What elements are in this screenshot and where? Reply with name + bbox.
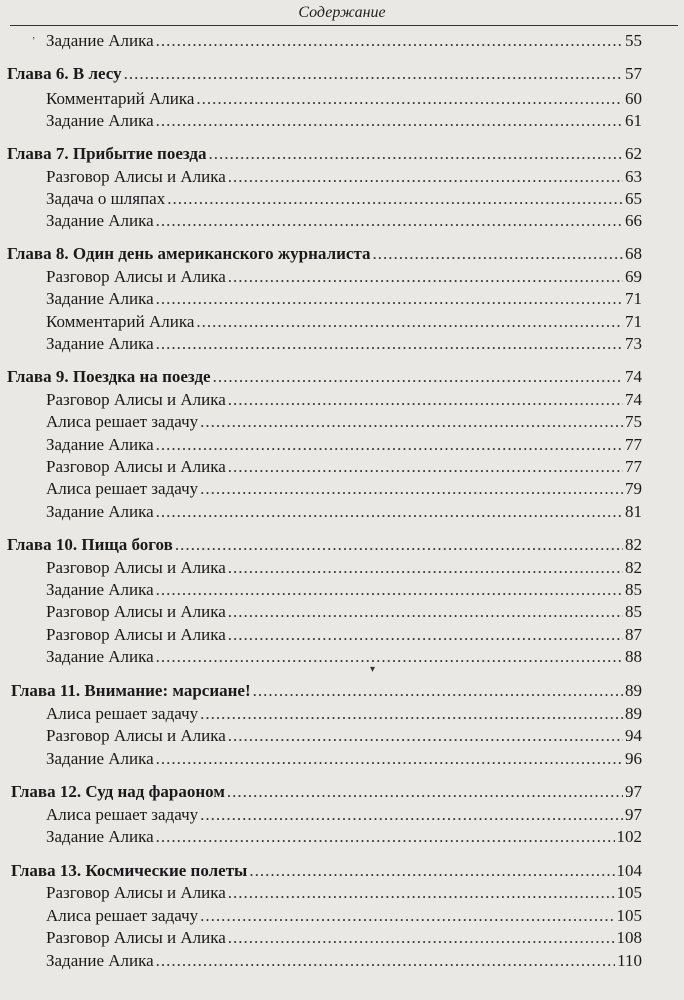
dot-leader <box>228 624 623 646</box>
dot-leader <box>213 366 623 388</box>
toc-entry-title: Задание Алика <box>46 827 154 846</box>
header-rule <box>10 25 678 26</box>
toc-chapter-entry[interactable] <box>7 63 642 85</box>
toc-entry-title: Задание Алика <box>46 435 154 454</box>
toc-page-number: 55 <box>625 31 642 50</box>
toc-entry-title: Задача о шляпах <box>46 189 166 208</box>
toc-section-entry[interactable] <box>46 411 642 433</box>
toc-chapter-entry[interactable] <box>11 781 642 803</box>
toc-section-entry[interactable] <box>46 624 642 646</box>
dot-leader <box>373 243 623 265</box>
toc-entry-title: Алиса решает задачу <box>46 479 199 498</box>
toc-chapter-entry[interactable] <box>7 534 642 556</box>
dot-leader <box>200 411 623 433</box>
toc-section-entry[interactable] <box>46 646 642 668</box>
dot-leader <box>156 288 623 310</box>
toc-section-entry[interactable] <box>46 456 642 478</box>
toc-page-number: 85 <box>625 602 642 621</box>
toc-page-number: 82 <box>625 558 642 577</box>
toc-page-number: 68 <box>625 244 642 263</box>
toc-entry-title: Разговор Алисы и Алика <box>46 457 226 476</box>
toc-section-entry[interactable] <box>46 725 642 747</box>
dot-leader <box>156 579 623 601</box>
toc-section-entry[interactable] <box>46 478 642 500</box>
toc-page-number: 89 <box>625 704 642 723</box>
dot-leader <box>156 110 623 132</box>
dot-leader <box>228 927 615 949</box>
toc-entry-title: Алиса решает задачу <box>46 704 199 723</box>
dot-leader <box>196 311 623 333</box>
toc-page-number: 61 <box>625 111 642 130</box>
toc-entry-title: Задание Алика <box>46 31 154 50</box>
toc-chapter-entry[interactable] <box>7 366 642 388</box>
toc-page-number: 81 <box>625 502 642 521</box>
toc-page-number: 77 <box>625 435 642 454</box>
toc-page-number: 77 <box>625 457 642 476</box>
toc-entry-title: Разговор Алисы и Алика <box>46 602 226 621</box>
dot-leader <box>253 680 623 702</box>
toc-section-entry[interactable] <box>46 501 642 523</box>
toc-section-entry[interactable] <box>46 333 642 355</box>
toc-section-entry[interactable] <box>46 288 642 310</box>
toc-entry-title: Разговор Алисы и Алика <box>46 883 226 902</box>
toc-page-number: 71 <box>625 289 642 308</box>
dot-leader <box>200 703 623 725</box>
toc-page-number: 85 <box>625 580 642 599</box>
dot-leader <box>228 456 623 478</box>
toc-section-entry[interactable] <box>46 905 642 927</box>
toc-entry-title: Разговор Алисы и Алика <box>46 390 226 409</box>
toc-page-number: 69 <box>625 267 642 286</box>
toc-section-entry[interactable] <box>46 601 642 623</box>
toc-entry-title: Задание Алика <box>46 647 154 666</box>
toc-page-number: 110 <box>617 951 642 970</box>
toc-section-entry[interactable] <box>46 950 642 972</box>
toc-section-entry[interactable] <box>46 166 642 188</box>
toc-page-number: 73 <box>625 334 642 353</box>
toc-entry-title: Разговор Алисы и Алика <box>46 928 226 947</box>
dot-leader <box>124 63 623 85</box>
toc-entry-title: Разговор Алисы и Алика <box>46 167 226 186</box>
toc-page-number: 82 <box>625 535 642 554</box>
dot-leader <box>249 860 614 882</box>
toc-page-number: 105 <box>616 906 642 925</box>
toc-section-entry[interactable] <box>46 703 642 725</box>
toc-section-entry[interactable] <box>46 389 642 411</box>
toc-page-number: 60 <box>625 89 642 108</box>
toc-section-entry[interactable] <box>46 110 642 132</box>
toc-page-number: 105 <box>616 883 642 902</box>
toc-section-entry[interactable] <box>46 804 642 826</box>
dot-leader <box>228 557 623 579</box>
toc-section-entry[interactable] <box>46 748 642 770</box>
toc-chapter-entry[interactable] <box>11 680 642 702</box>
toc-section-entry[interactable] <box>46 266 642 288</box>
toc-page-number: 88 <box>625 647 642 666</box>
toc-entry-title: Задание Алика <box>46 951 154 970</box>
toc-entry-title: Глава 6. В лесу <box>7 64 122 83</box>
dot-leader <box>227 781 623 803</box>
toc-entry-title: Задание Алика <box>46 111 154 130</box>
toc-entry-title: Глава 7. Прибытие поезда <box>7 144 207 163</box>
dot-leader <box>156 501 623 523</box>
dot-leader <box>228 166 623 188</box>
toc-page-number: 96 <box>625 749 642 768</box>
dot-leader <box>228 601 623 623</box>
toc-page-number: 63 <box>625 167 642 186</box>
dot-leader <box>196 88 623 110</box>
dot-leader <box>156 434 623 456</box>
toc-entry-title: Алиса решает задачу <box>46 906 199 925</box>
toc-entry-title: Разговор Алисы и Алика <box>46 625 226 644</box>
dot-leader <box>228 725 623 747</box>
toc-page-number: 66 <box>625 211 642 230</box>
toc-chapter-entry[interactable] <box>7 243 642 265</box>
dot-leader <box>156 30 623 52</box>
toc-section-entry[interactable] <box>46 882 642 904</box>
toc-section-entry[interactable] <box>46 826 642 848</box>
dot-leader <box>156 950 615 972</box>
toc-entry-title: Алиса решает задачу <box>46 805 199 824</box>
dot-leader <box>200 478 623 500</box>
toc-entry-title: Комментарий Алика <box>46 89 195 108</box>
toc-section-entry[interactable] <box>46 557 642 579</box>
toc-chapter-entry[interactable] <box>7 143 642 165</box>
toc-entry-title: Разговор Алисы и Алика <box>46 558 226 577</box>
toc-section-entry[interactable] <box>46 188 642 210</box>
toc-page-number: 74 <box>625 390 642 409</box>
toc-section-entry[interactable] <box>46 434 642 456</box>
print-speck: ʼ <box>32 36 36 47</box>
toc-entry-title: Задание Алика <box>46 749 154 768</box>
toc-section-entry[interactable] <box>46 88 642 110</box>
toc-section-entry[interactable] <box>46 579 642 601</box>
toc-entry-title: Глава 8. Один день американского журналиста <box>7 244 371 263</box>
toc-chapter-entry[interactable] <box>11 860 642 882</box>
toc-entry-title: Задание Алика <box>46 334 154 353</box>
toc-entry-title: Задание Алика <box>46 502 154 521</box>
toc-section-entry[interactable] <box>46 30 642 52</box>
toc-entry-title: Разговор Алисы и Алика <box>46 726 226 745</box>
toc-section-entry[interactable] <box>46 210 642 232</box>
print-speck: ▾ <box>370 664 376 675</box>
dot-leader <box>156 826 615 848</box>
toc-entry-title: Глава 12. Суд над фараоном <box>11 782 225 801</box>
toc-page-number: 104 <box>616 861 642 880</box>
toc-page-number: 97 <box>625 805 642 824</box>
running-head-title: Содержание <box>298 4 386 21</box>
toc-page-number: 79 <box>625 479 642 498</box>
dot-leader <box>228 266 623 288</box>
toc-page-number: 75 <box>625 412 642 431</box>
toc-entry-title: Задание Алика <box>46 211 154 230</box>
toc-page-number: 87 <box>625 625 642 644</box>
dot-leader <box>200 804 623 826</box>
dot-leader <box>209 143 623 165</box>
toc-entry-title: Задание Алика <box>46 289 154 308</box>
toc-entry-title: Комментарий Алика <box>46 312 195 331</box>
toc-entry-title: Задание Алика <box>46 580 154 599</box>
dot-leader <box>175 534 623 556</box>
toc-entry-title: Глава 10. Пища богов <box>7 535 173 554</box>
toc-entry-title: Глава 9. Поездка на поезде <box>7 367 211 386</box>
toc-entry-title: Разговор Алисы и Алика <box>46 267 226 286</box>
toc-entry-title: Алиса решает задачу <box>46 412 199 431</box>
toc-section-entry[interactable] <box>46 311 642 333</box>
toc-page-number: 65 <box>625 189 642 208</box>
dot-leader <box>156 748 623 770</box>
toc-page-number: 62 <box>625 144 642 163</box>
toc-page-number: 108 <box>616 928 642 947</box>
dot-leader <box>200 905 614 927</box>
toc-page-number: 57 <box>625 64 642 83</box>
dot-leader <box>156 646 623 668</box>
toc-entry-title: Глава 13. Космические полеты <box>11 861 248 880</box>
toc-section-entry[interactable] <box>46 927 642 949</box>
toc-page-number: 89 <box>625 681 642 700</box>
toc-page-number: 94 <box>625 726 642 745</box>
dot-leader <box>156 210 623 232</box>
dot-leader <box>167 188 623 210</box>
dot-leader <box>228 389 623 411</box>
dot-leader <box>156 333 623 355</box>
toc-entry-title: Глава 11. Внимание: марсиане! <box>11 681 251 700</box>
toc-page-number: 71 <box>625 312 642 331</box>
toc-page-number: 74 <box>625 367 642 386</box>
dot-leader <box>228 882 615 904</box>
toc-page-number: 97 <box>625 782 642 801</box>
toc-page-number: 102 <box>616 827 642 846</box>
